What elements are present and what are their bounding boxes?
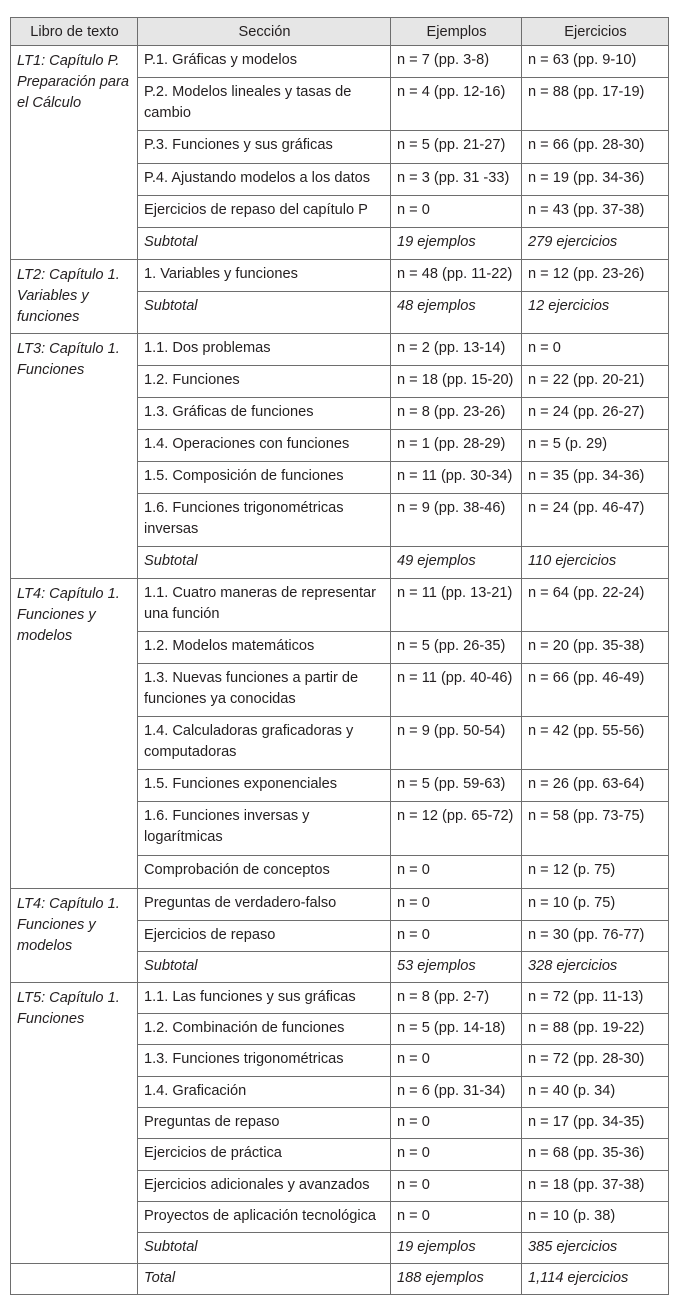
total-textbook-cell bbox=[11, 1264, 138, 1295]
examples-cell: 49 ejemplos bbox=[391, 547, 522, 579]
exercises-cell: n = 10 (p. 75) bbox=[522, 889, 669, 921]
examples-cell: n = 0 bbox=[391, 921, 522, 952]
header-examples: Ejemplos bbox=[391, 18, 522, 46]
examples-cell: n = 11 (pp. 30-34) bbox=[391, 462, 522, 494]
examples-cell: n = 7 (pp. 3-8) bbox=[391, 46, 522, 78]
exercises-cell: n = 35 (pp. 34-36) bbox=[522, 462, 669, 494]
textbook-cell: LT1: Capítulo P. Preparación para el Cálculo bbox=[11, 46, 138, 260]
exercises-cell: n = 63 (pp. 9-10) bbox=[522, 46, 669, 78]
exercises-cell: n = 17 (pp. 34-35) bbox=[522, 1108, 669, 1139]
table-body bbox=[11, 46, 669, 1295]
textbook-table bbox=[10, 17, 669, 1295]
section-cell: Subtotal bbox=[138, 292, 391, 334]
examples-cell: n = 0 bbox=[391, 1139, 522, 1171]
exercises-cell: n = 64 (pp. 22-24) bbox=[522, 579, 669, 632]
section-cell: 1.5. Composición de funciones bbox=[138, 462, 391, 494]
header-exercises: Ejercicios bbox=[522, 18, 669, 46]
section-cell: 1.4. Operaciones con funciones bbox=[138, 430, 391, 462]
exercises-cell: n = 24 (pp. 46-47) bbox=[522, 494, 669, 547]
examples-cell: n = 9 (pp. 38-46) bbox=[391, 494, 522, 547]
section-cell: Subtotal bbox=[138, 952, 391, 983]
exercises-cell: n = 88 (pp. 19-22) bbox=[522, 1014, 669, 1045]
examples-cell: n = 0 bbox=[391, 856, 522, 889]
exercises-cell: n = 22 (pp. 20-21) bbox=[522, 366, 669, 398]
exercises-cell: n = 68 (pp. 35-36) bbox=[522, 1139, 669, 1171]
exercises-cell: n = 30 (pp. 76-77) bbox=[522, 921, 669, 952]
examples-cell: n = 0 bbox=[391, 1202, 522, 1233]
header-row bbox=[11, 18, 669, 46]
examples-cell: n = 6 (pp. 31-34) bbox=[391, 1077, 522, 1108]
examples-cell: n = 0 bbox=[391, 196, 522, 228]
exercises-cell: 328 ejercicios bbox=[522, 952, 669, 983]
examples-cell: n = 1 (pp. 28-29) bbox=[391, 430, 522, 462]
section-cell: Ejercicios de repaso bbox=[138, 921, 391, 952]
examples-cell: n = 9 (pp. 50-54) bbox=[391, 717, 522, 770]
section-cell: Subtotal bbox=[138, 1233, 391, 1264]
examples-cell: 19 ejemplos bbox=[391, 228, 522, 260]
section-cell: Preguntas de repaso bbox=[138, 1108, 391, 1139]
exercises-cell: 279 ejercicios bbox=[522, 228, 669, 260]
header-section: Sección bbox=[138, 18, 391, 46]
examples-cell: n = 8 (pp. 2-7) bbox=[391, 983, 522, 1014]
total-label: Total bbox=[138, 1264, 391, 1295]
section-cell: P.3. Funciones y sus gráficas bbox=[138, 131, 391, 164]
total-row bbox=[11, 1264, 669, 1295]
exercises-cell: n = 43 (pp. 37-38) bbox=[522, 196, 669, 228]
section-cell: Comprobación de conceptos bbox=[138, 856, 391, 889]
exercises-cell: n = 10 (p. 38) bbox=[522, 1202, 669, 1233]
examples-cell: n = 5 (pp. 26-35) bbox=[391, 632, 522, 664]
section-cell: 1.6. Funciones inversas y logarítmicas bbox=[138, 802, 391, 856]
table-row bbox=[11, 983, 669, 1014]
section-cell: 1.4. Graficación bbox=[138, 1077, 391, 1108]
exercises-cell: n = 40 (p. 34) bbox=[522, 1077, 669, 1108]
section-cell: 1.1. Cuatro maneras de representar una función bbox=[138, 579, 391, 632]
section-cell: Ejercicios adicionales y avanzados bbox=[138, 1171, 391, 1202]
exercises-cell: n = 19 (pp. 34-36) bbox=[522, 164, 669, 196]
section-cell: 1.1. Las funciones y sus gráficas bbox=[138, 983, 391, 1014]
total-examples: 188 ejemplos bbox=[391, 1264, 522, 1295]
exercises-cell: n = 72 (pp. 28-30) bbox=[522, 1045, 669, 1077]
section-cell: P.2. Modelos lineales y tasas de cambio bbox=[138, 78, 391, 131]
textbook-cell: LT2: Capítulo 1. Variables y funciones bbox=[11, 260, 138, 334]
textbook-cell: LT4: Capítulo 1. Funciones y modelos bbox=[11, 889, 138, 983]
examples-cell: n = 18 (pp. 15-20) bbox=[391, 366, 522, 398]
examples-cell: n = 0 bbox=[391, 1045, 522, 1077]
exercises-cell: n = 0 bbox=[522, 334, 669, 366]
exercises-cell: 12 ejercicios bbox=[522, 292, 669, 334]
exercises-cell: n = 66 (pp. 46-49) bbox=[522, 664, 669, 717]
exercises-cell: n = 18 (pp. 37-38) bbox=[522, 1171, 669, 1202]
table-row bbox=[11, 579, 669, 632]
section-cell: 1.2. Modelos matemáticos bbox=[138, 632, 391, 664]
header-textbook: Libro de texto bbox=[11, 18, 138, 46]
exercises-cell: n = 5 (p. 29) bbox=[522, 430, 669, 462]
examples-cell: n = 11 (pp. 40-46) bbox=[391, 664, 522, 717]
examples-cell: n = 3 (pp. 31 -33) bbox=[391, 164, 522, 196]
section-cell: 1.1. Dos problemas bbox=[138, 334, 391, 366]
examples-cell: n = 5 (pp. 21-27) bbox=[391, 131, 522, 164]
table-row bbox=[11, 260, 669, 292]
examples-cell: 48 ejemplos bbox=[391, 292, 522, 334]
section-cell: P.4. Ajustando modelos a los datos bbox=[138, 164, 391, 196]
textbook-cell: LT4: Capítulo 1. Funciones y modelos bbox=[11, 579, 138, 889]
section-cell: Proyectos de aplicación tecnológica bbox=[138, 1202, 391, 1233]
examples-cell: n = 0 bbox=[391, 1108, 522, 1139]
section-cell: 1.3. Funciones trigonométricas bbox=[138, 1045, 391, 1077]
section-cell: Subtotal bbox=[138, 228, 391, 260]
exercises-cell: n = 24 (pp. 26-27) bbox=[522, 398, 669, 430]
exercises-cell: 385 ejercicios bbox=[522, 1233, 669, 1264]
table-row bbox=[11, 334, 669, 366]
textbook-cell: LT3: Capítulo 1. Funciones bbox=[11, 334, 138, 579]
examples-cell: n = 11 (pp. 13-21) bbox=[391, 579, 522, 632]
section-cell: 1.3. Nuevas funciones a partir de funciones ya conocidas bbox=[138, 664, 391, 717]
examples-cell: 53 ejemplos bbox=[391, 952, 522, 983]
section-cell: Ejercicios de práctica bbox=[138, 1139, 391, 1171]
exercises-cell: n = 88 (pp. 17-19) bbox=[522, 78, 669, 131]
section-cell: 1.3. Gráficas de funciones bbox=[138, 398, 391, 430]
examples-cell: n = 5 (pp. 59-63) bbox=[391, 770, 522, 802]
textbook-cell: LT5: Capítulo 1. Funciones bbox=[11, 983, 138, 1264]
section-cell: 1.2. Combinación de funciones bbox=[138, 1014, 391, 1045]
examples-cell: 19 ejemplos bbox=[391, 1233, 522, 1264]
exercises-cell: n = 26 (pp. 63-64) bbox=[522, 770, 669, 802]
table-row bbox=[11, 46, 669, 78]
exercises-cell: 110 ejercicios bbox=[522, 547, 669, 579]
examples-cell: n = 2 (pp. 13-14) bbox=[391, 334, 522, 366]
exercises-cell: n = 42 (pp. 55-56) bbox=[522, 717, 669, 770]
section-cell: Ejercicios de repaso del capítulo P bbox=[138, 196, 391, 228]
section-cell: 1.5. Funciones exponenciales bbox=[138, 770, 391, 802]
section-cell: Subtotal bbox=[138, 547, 391, 579]
exercises-cell: n = 66 (pp. 28-30) bbox=[522, 131, 669, 164]
section-cell: Preguntas de verdadero-falso bbox=[138, 889, 391, 921]
section-cell: 1.4. Calculadoras graficadoras y computadoras bbox=[138, 717, 391, 770]
examples-cell: n = 5 (pp. 14-18) bbox=[391, 1014, 522, 1045]
exercises-cell: n = 12 (pp. 23-26) bbox=[522, 260, 669, 292]
section-cell: 1.6. Funciones trigonométricas inversas bbox=[138, 494, 391, 547]
section-cell: 1. Variables y funciones bbox=[138, 260, 391, 292]
section-cell: P.1. Gráficas y modelos bbox=[138, 46, 391, 78]
examples-cell: n = 0 bbox=[391, 1171, 522, 1202]
examples-cell: n = 48 (pp. 11-22) bbox=[391, 260, 522, 292]
examples-cell: n = 8 (pp. 23-26) bbox=[391, 398, 522, 430]
examples-cell: n = 12 (pp. 65-72) bbox=[391, 802, 522, 856]
exercises-cell: n = 58 (pp. 73-75) bbox=[522, 802, 669, 856]
exercises-cell: n = 20 (pp. 35-38) bbox=[522, 632, 669, 664]
total-exercises: 1,114 ejercicios bbox=[522, 1264, 669, 1295]
examples-cell: n = 4 (pp. 12-16) bbox=[391, 78, 522, 131]
examples-cell: n = 0 bbox=[391, 889, 522, 921]
section-cell: 1.2. Funciones bbox=[138, 366, 391, 398]
table-row bbox=[11, 889, 669, 921]
exercises-cell: n = 12 (p. 75) bbox=[522, 856, 669, 889]
exercises-cell: n = 72 (pp. 11-13) bbox=[522, 983, 669, 1014]
